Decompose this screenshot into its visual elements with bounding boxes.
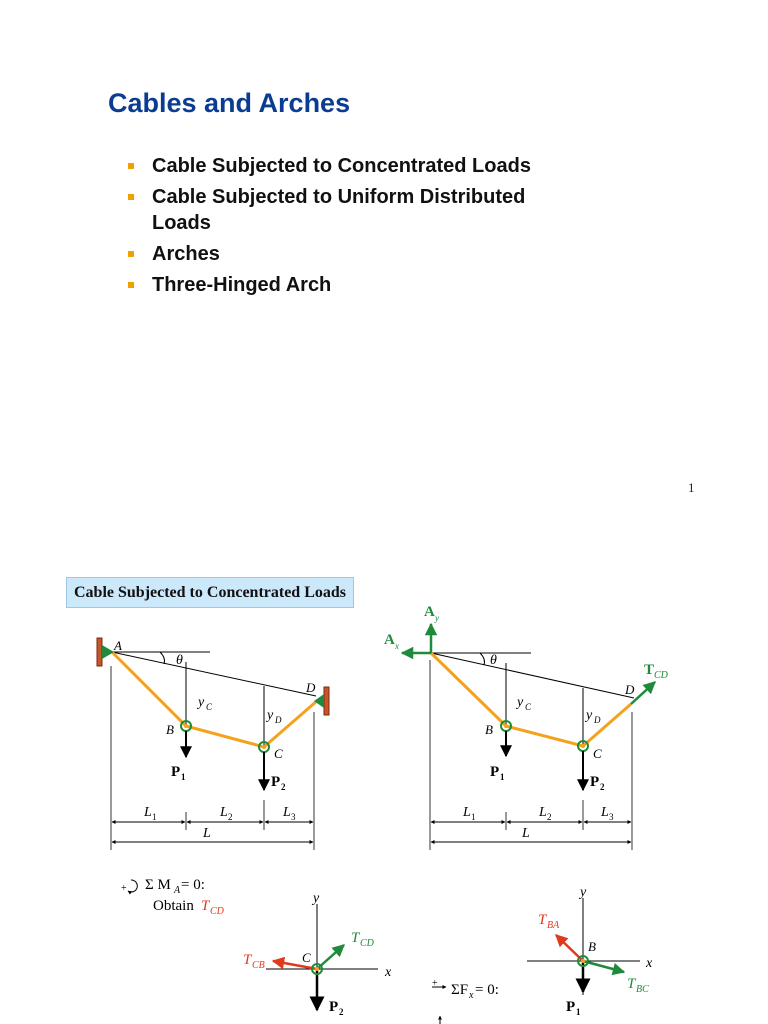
label-t: T (627, 976, 636, 992)
label-sub: CD (360, 938, 374, 949)
label-l2 (219, 805, 233, 822)
chord-line (431, 653, 634, 698)
label-t: T (538, 912, 547, 928)
label-tba (538, 912, 560, 931)
label-l: L (539, 805, 547, 820)
axis-label-y: y (580, 885, 587, 900)
label-sub: 3 (291, 812, 296, 822)
label-p2 (271, 774, 286, 792)
label-yd (584, 708, 601, 725)
label-yd (265, 708, 282, 725)
equals-zero: = 0: (475, 982, 499, 998)
label-t: T (351, 930, 360, 946)
label-sub: 2 (547, 812, 552, 822)
cable (112, 652, 318, 747)
topic-label: Three-Hinged Arch (152, 274, 332, 296)
label-sub: 2 (281, 782, 286, 792)
joint-b-center (581, 959, 585, 963)
label-y: y (517, 695, 524, 710)
label-l3 (600, 805, 614, 822)
moment-sign-icon (128, 880, 137, 892)
label-l1 (462, 805, 476, 822)
label-sub: y (435, 613, 439, 623)
label-tcd (644, 662, 669, 681)
section-banner: Cable Subjected to Concentrated Loads (66, 577, 354, 608)
topic-label: Cable Subjected to Uniform Distributed Loads (152, 186, 526, 234)
label-p1 (171, 764, 186, 782)
label-theta: θ (490, 653, 497, 668)
label-l: L (144, 805, 152, 820)
label-sub: C (206, 702, 213, 712)
label-l-total: L (522, 826, 530, 841)
label-yc (515, 695, 532, 712)
axis-label-y: y (313, 891, 320, 906)
label-b: B (588, 939, 596, 954)
label-tcd (351, 930, 375, 949)
label-sub: D (594, 715, 601, 725)
cable-diagram-right (384, 604, 669, 850)
cable (431, 653, 631, 746)
label-c: C (593, 746, 602, 761)
label-y: y (267, 708, 274, 723)
label-sub: 2 (339, 1007, 344, 1017)
label-l-total: L (203, 826, 211, 841)
label-p2 (329, 999, 344, 1017)
label-sub: CB (252, 960, 265, 971)
label-sub: 2 (600, 782, 605, 792)
label-a: A (384, 632, 395, 648)
label-sub: 1 (576, 1007, 581, 1017)
label-tcb (243, 952, 265, 971)
label-sub: 1 (181, 772, 186, 782)
label-p: P (566, 999, 576, 1015)
sigma-f: ΣF (451, 982, 469, 998)
label-d: D (306, 680, 316, 695)
label-p1 (566, 999, 581, 1017)
label-a: A (114, 638, 122, 653)
label-p: P (590, 774, 600, 790)
label-sub: BA (547, 920, 560, 931)
label-t: T (644, 662, 655, 678)
label-sub: x (469, 990, 474, 1001)
label-l3 (282, 805, 296, 822)
label-y: y (586, 708, 593, 723)
label-a: A (424, 604, 435, 620)
slide-title: Cables and Arches (108, 88, 351, 118)
joint-c-center (262, 745, 266, 749)
obtain-t: T (201, 898, 210, 914)
axis-label-x: x (646, 956, 653, 971)
label-p2 (590, 774, 605, 792)
support-a (97, 638, 114, 666)
label-p: P (329, 999, 339, 1015)
label-theta: θ (176, 653, 183, 668)
axis-label-x: x (385, 965, 392, 980)
support-d (314, 687, 329, 715)
label-l: L (601, 805, 609, 820)
label-b: B (485, 722, 493, 737)
equals-zero: = 0: (181, 877, 205, 893)
joint-c-center (581, 744, 585, 748)
sigma-m: Σ M (145, 877, 171, 893)
label-c: C (302, 950, 311, 965)
tension-arrow-tbc (583, 961, 624, 972)
plus-sign: + (432, 978, 438, 989)
plus-sign: + (121, 883, 127, 894)
label-c: C (274, 746, 283, 761)
label-tbc (627, 976, 649, 995)
label-l: L (220, 805, 228, 820)
tension-arrow-tcd (631, 682, 655, 704)
label-d: D (625, 682, 635, 697)
label-sub: x (395, 641, 399, 651)
topic-label: Arches (152, 243, 220, 265)
label-l2 (538, 805, 552, 822)
label-y: y (198, 695, 205, 710)
label-p: P (271, 774, 281, 790)
label-sub: BC (636, 984, 649, 995)
fbd-joint-b (527, 885, 653, 1017)
angle-arc (480, 653, 485, 665)
label-yc (196, 695, 213, 712)
obtain-label: Obtain (153, 898, 194, 914)
fbd-joint-c (243, 891, 392, 1017)
label-l: L (463, 805, 471, 820)
label-l: L (283, 805, 291, 820)
topic-label: Cable Subjected to Concentrated Loads (152, 155, 531, 177)
joint-c-center (315, 967, 319, 971)
obtain-sub: CD (210, 906, 224, 917)
label-sub: A (174, 885, 181, 896)
label-p1 (490, 764, 505, 782)
label-sub: 1 (500, 772, 505, 782)
label-sub: 1 (152, 812, 157, 822)
moment-equation (121, 877, 225, 917)
label-sub: CD (654, 670, 668, 681)
label-sub: 1 (471, 812, 476, 822)
label-l1 (143, 805, 157, 822)
label-ax (384, 632, 399, 651)
label-t: T (243, 952, 252, 968)
label-p: P (171, 764, 181, 780)
page-number: 1 (688, 480, 695, 495)
label-sub: C (525, 702, 532, 712)
force-equation (432, 978, 499, 1024)
label-sub: 3 (609, 812, 614, 822)
label-sub: D (275, 715, 282, 725)
cable-diagram-left (97, 638, 329, 850)
label-sub: 2 (228, 812, 233, 822)
chord-line (112, 652, 316, 696)
label-p: P (490, 764, 500, 780)
joint-b-center (184, 724, 188, 728)
label-b: B (166, 722, 174, 737)
label-ay (424, 604, 439, 623)
joint-b-center (504, 724, 508, 728)
